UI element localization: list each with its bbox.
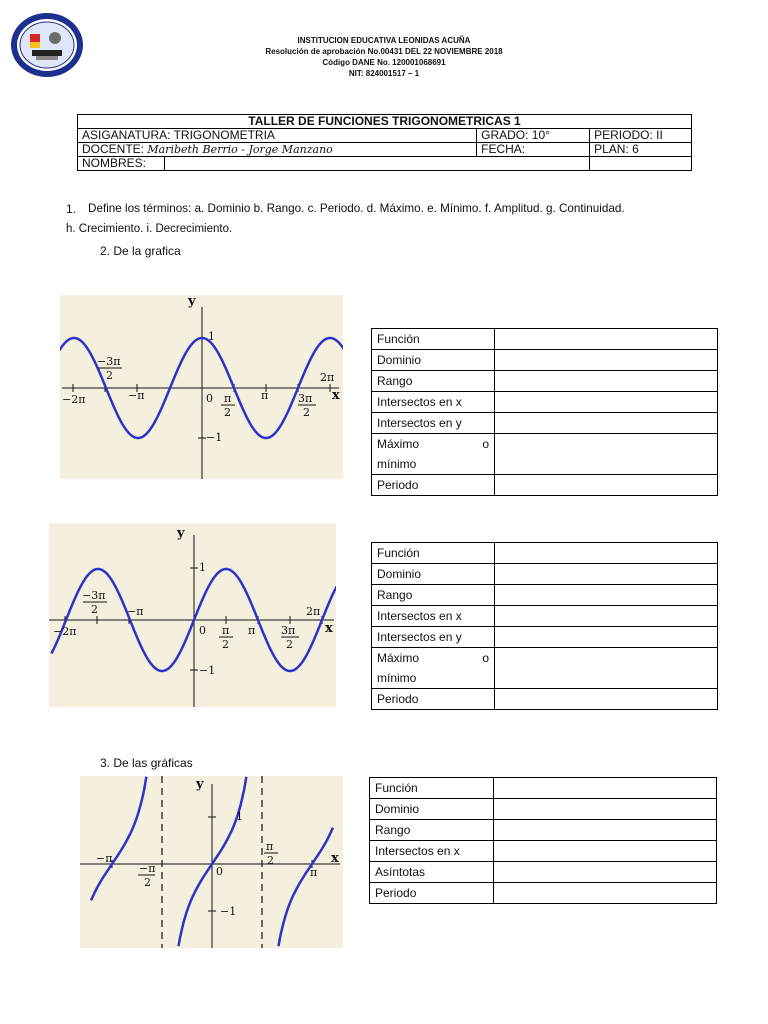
tick-label-2pi: 2π [320, 371, 335, 384]
property-table-3 [369, 777, 717, 904]
tick-label-1: 1 [208, 330, 215, 343]
row-label: Intersectos en y [372, 413, 495, 434]
y-axis-label: y [196, 777, 204, 792]
tick-label-pi: π [248, 624, 256, 637]
tick-label-neg-2pi: −2π [62, 393, 86, 406]
answer-cell[interactable] [495, 475, 718, 496]
table-row [372, 606, 718, 627]
worksheet-title: TALLER DE FUNCIONES TRIGONOMETRICAS 1 [78, 115, 692, 129]
question-1-continuation: h. Crecimiento. i. Decrecimiento. [66, 223, 233, 235]
x-axis-label: x [325, 621, 333, 636]
tick-label-half-pi-num: π [266, 840, 274, 853]
question-1-text: Define los términos: a. Dominio b. Rango. c. Periodo. d. Máximo. e. Mínimo. f. Amplitud. g. Continuidad. [88, 202, 625, 215]
maxmin-word-c: mínimo [377, 671, 417, 685]
plan-cell: PLAN: 6 [590, 143, 692, 157]
subject-cell: ASIGANATURA: TRIGONOMETRIA [78, 129, 477, 143]
tick-label-pi: π [261, 389, 269, 402]
teacher-cell [78, 143, 477, 157]
resolution-line: Resolución de aprobación No.00431 DEL 22 NOVIEMBRE 2018 [265, 47, 503, 56]
answer-cell[interactable] [494, 778, 717, 799]
row-label: Intersectos en x [372, 606, 495, 627]
worksheet-info-table [77, 114, 692, 171]
answer-cell[interactable] [495, 329, 718, 350]
tick-label-3pi-den: 2 [286, 638, 293, 651]
tick-label-neg-pi: −π [96, 852, 113, 865]
table-row [372, 371, 718, 392]
tick-label-neg-pi: −π [127, 605, 144, 618]
tick-label-neg-1: −1 [206, 431, 223, 444]
tick-label-zero: 0 [199, 624, 206, 637]
row-label: Intersectos en x [370, 841, 494, 862]
question-2-text: 2. De la grafica [100, 244, 181, 258]
answer-cell[interactable] [494, 799, 717, 820]
property-table-2 [371, 542, 718, 710]
tick-label-neg-3pi-num: −3π [82, 589, 106, 602]
row-label: Periodo [372, 689, 495, 710]
answer-cell[interactable] [495, 371, 718, 392]
tick-label-3pi-num: 3π [281, 624, 296, 637]
answer-cell[interactable] [495, 564, 718, 585]
tick-label-half-pi-den: 2 [267, 854, 274, 867]
teacher-label: DOCENTE: [82, 142, 145, 156]
tick-label-2pi: 2π [306, 605, 321, 618]
tick-label-zero: 0 [206, 392, 213, 405]
table-row [372, 564, 718, 585]
tick-label-1: 1 [199, 561, 206, 574]
table-row [370, 799, 717, 820]
tick-label-half-pi-num: π [224, 392, 232, 405]
cosine-graph [60, 295, 343, 479]
row-label: Función [372, 329, 495, 350]
answer-cell[interactable] [495, 627, 718, 648]
answer-cell[interactable] [495, 350, 718, 371]
row-label: Intersectos en x [372, 392, 495, 413]
tick-label-neg-2pi: −2π [53, 625, 77, 638]
table-row [372, 392, 718, 413]
tick-label-pi: π [310, 866, 318, 879]
table-row [372, 689, 718, 710]
row-label: Rango [372, 585, 495, 606]
nit-line: NIT: 824001517 – 1 [348, 69, 420, 78]
row-label: Función [372, 543, 495, 564]
answer-cell[interactable] [494, 820, 717, 841]
tick-label-neg-1: −1 [220, 905, 237, 918]
row-label: Periodo [372, 475, 495, 496]
grade-cell: GRADO: 10° [477, 129, 590, 143]
table-row [372, 543, 718, 564]
maxmin-word-b: o [482, 651, 489, 665]
row-label-maxmin [372, 434, 495, 475]
tick-label-neg-half-pi-den: 2 [144, 876, 151, 889]
row-label: Rango [372, 371, 495, 392]
row-label: Función [370, 778, 494, 799]
table-row [372, 475, 718, 496]
tangent-graph [80, 776, 343, 948]
answer-cell[interactable] [494, 862, 717, 883]
tick-label-3pi-den: 2 [303, 406, 310, 419]
tick-label-neg-pi: −π [128, 389, 145, 402]
question-1-number: 1. [66, 202, 77, 216]
maxmin-word-c: mínimo [377, 457, 417, 471]
answer-cell[interactable] [494, 883, 717, 904]
answer-cell[interactable] [495, 413, 718, 434]
date-cell[interactable]: FECHA: [477, 143, 590, 157]
tick-label-half-pi-den: 2 [224, 406, 231, 419]
answer-cell[interactable] [495, 392, 718, 413]
tick-label-zero: 0 [216, 865, 223, 878]
row-label: Dominio [372, 564, 495, 585]
tick-label-half-pi-num: π [222, 624, 230, 637]
table-row [372, 329, 718, 350]
table-row [372, 350, 718, 371]
table-row [370, 862, 717, 883]
table-row [370, 841, 717, 862]
row-label: Rango [370, 820, 494, 841]
teacher-name: Maribeth Berrio - Jorge Manzano [147, 143, 333, 156]
tick-label-neg-3pi-den: 2 [91, 603, 98, 616]
period-cell: PERIODO: II [590, 129, 692, 143]
names-field-1[interactable] [165, 157, 590, 171]
row-label: Dominio [370, 799, 494, 820]
y-axis-label: y [188, 295, 196, 309]
answer-cell[interactable] [495, 585, 718, 606]
x-axis-label: x [332, 388, 340, 403]
row-label: Dominio [372, 350, 495, 371]
row-label: Periodo [370, 883, 494, 904]
table-row [372, 585, 718, 606]
tick-label-neg-3pi-num: −3π [97, 355, 121, 368]
x-axis-label: x [331, 851, 339, 866]
property-table-1 [371, 328, 718, 496]
answer-cell[interactable] [495, 689, 718, 710]
table-row [370, 883, 717, 904]
answer-cell[interactable] [495, 434, 718, 475]
question-3-text: 3. De las gráficas [100, 756, 193, 770]
answer-cell[interactable] [494, 841, 717, 862]
row-label: Asíntotas [370, 862, 494, 883]
tick-label-1: 1 [236, 810, 243, 823]
tick-label-half-pi-den: 2 [222, 638, 229, 651]
sine-graph-panel [49, 523, 336, 707]
table-row [372, 413, 718, 434]
answer-cell[interactable] [495, 543, 718, 564]
tick-label-neg-half-pi-num: −π [139, 862, 156, 875]
row-label: Intersectos en y [372, 627, 495, 648]
row-label-maxmin [372, 648, 495, 689]
tangent-graph-panel [80, 776, 343, 948]
table-row [372, 648, 718, 689]
maxmin-word-b: o [482, 437, 489, 451]
table-row [372, 434, 718, 475]
sine-graph [49, 523, 336, 707]
cosine-graph-panel [60, 295, 343, 479]
tick-label-neg-1: −1 [199, 664, 216, 677]
institution-name: INSTITUCION EDUCATIVA LEONIDAS ACUÑA [297, 36, 471, 45]
table-row [370, 778, 717, 799]
table-row [370, 820, 717, 841]
answer-cell[interactable] [495, 606, 718, 627]
table-row [372, 627, 718, 648]
y-axis-label: y [177, 526, 185, 541]
dane-code: Código DANE No. 120001068691 [322, 58, 446, 67]
tick-label-3pi-num: 3π [298, 392, 313, 405]
maxmin-word-a: Máximo [377, 651, 420, 665]
names-field-2[interactable] [590, 157, 692, 171]
tick-label-neg-3pi-den: 2 [106, 369, 113, 382]
maxmin-word-a: Máximo [377, 437, 420, 451]
answer-cell[interactable] [495, 648, 718, 689]
names-label: NOMBRES: [78, 157, 165, 171]
